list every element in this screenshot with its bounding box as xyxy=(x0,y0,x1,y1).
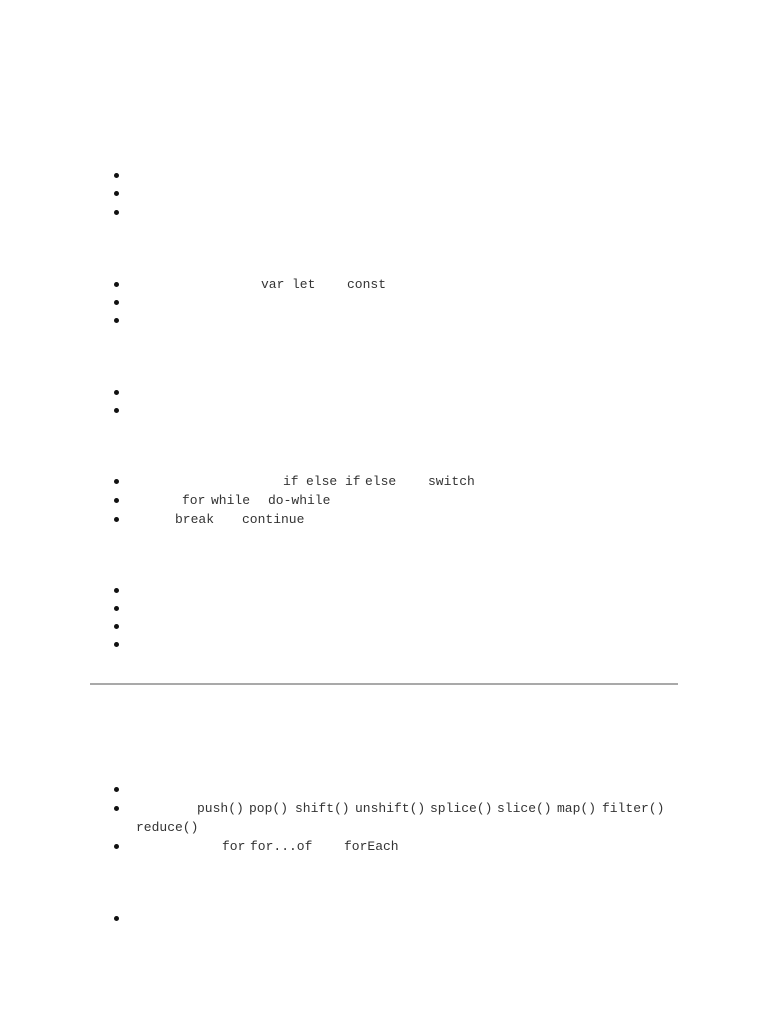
bullet-icon xyxy=(114,916,119,921)
list-item xyxy=(0,618,768,636)
list-item xyxy=(0,276,768,294)
bullet-icon xyxy=(114,844,119,849)
bullet-icon xyxy=(114,318,119,323)
bullet-icon xyxy=(114,517,119,522)
list-item xyxy=(0,294,768,312)
code-for: for xyxy=(222,839,246,854)
code-else-if: else if xyxy=(306,474,361,489)
list-item xyxy=(0,312,768,330)
code-switch: switch xyxy=(428,474,475,489)
code-const: const xyxy=(347,277,387,292)
list-item xyxy=(0,636,768,654)
code-for: for xyxy=(182,493,206,508)
list-item xyxy=(0,582,768,600)
code-for-of: for...of xyxy=(250,839,313,854)
code-continue: continue xyxy=(242,512,305,527)
list-item xyxy=(0,511,768,529)
code-if: if xyxy=(283,474,299,489)
bullet-icon xyxy=(114,390,119,395)
code-splice: splice() xyxy=(430,801,493,816)
list-item xyxy=(0,204,768,222)
bullet-icon xyxy=(114,806,119,811)
bullet-icon xyxy=(114,300,119,305)
list-item xyxy=(0,781,768,799)
bullet-icon xyxy=(114,191,119,196)
section-divider xyxy=(90,683,678,685)
list-item xyxy=(0,600,768,618)
list-item xyxy=(0,167,768,185)
bullet-icon xyxy=(114,642,119,647)
list-item xyxy=(0,800,768,835)
bullet-icon xyxy=(114,173,119,178)
list-item xyxy=(0,838,768,856)
bullet-icon xyxy=(114,624,119,629)
bullet-icon xyxy=(114,408,119,413)
list-item xyxy=(0,473,768,491)
bullet-icon xyxy=(114,498,119,503)
bullet-icon xyxy=(114,479,119,484)
bullet-icon xyxy=(114,210,119,215)
bullet-icon xyxy=(114,588,119,593)
code-var: var xyxy=(261,277,285,292)
code-shift: shift() xyxy=(295,801,350,816)
list-item xyxy=(0,384,768,402)
code-let: let xyxy=(292,277,316,292)
code-map: map() xyxy=(557,801,597,816)
list-item xyxy=(0,910,768,928)
code-break: break xyxy=(175,512,215,527)
bullet-icon xyxy=(114,787,119,792)
code-else: else xyxy=(365,474,397,489)
code-pop: pop() xyxy=(249,801,289,816)
code-while: while xyxy=(211,493,251,508)
code-unshift: unshift() xyxy=(355,801,426,816)
bullet-icon xyxy=(114,282,119,287)
code-foreach: forEach xyxy=(344,839,399,854)
code-reduce: reduce() xyxy=(136,820,199,835)
code-do-while: do-while xyxy=(268,493,331,508)
list-item xyxy=(0,402,768,420)
code-push: push() xyxy=(197,801,244,816)
list-item xyxy=(0,492,768,510)
code-filter: filter() xyxy=(602,801,665,816)
bullet-icon xyxy=(114,606,119,611)
code-slice: slice() xyxy=(497,801,552,816)
list-item xyxy=(0,185,768,203)
